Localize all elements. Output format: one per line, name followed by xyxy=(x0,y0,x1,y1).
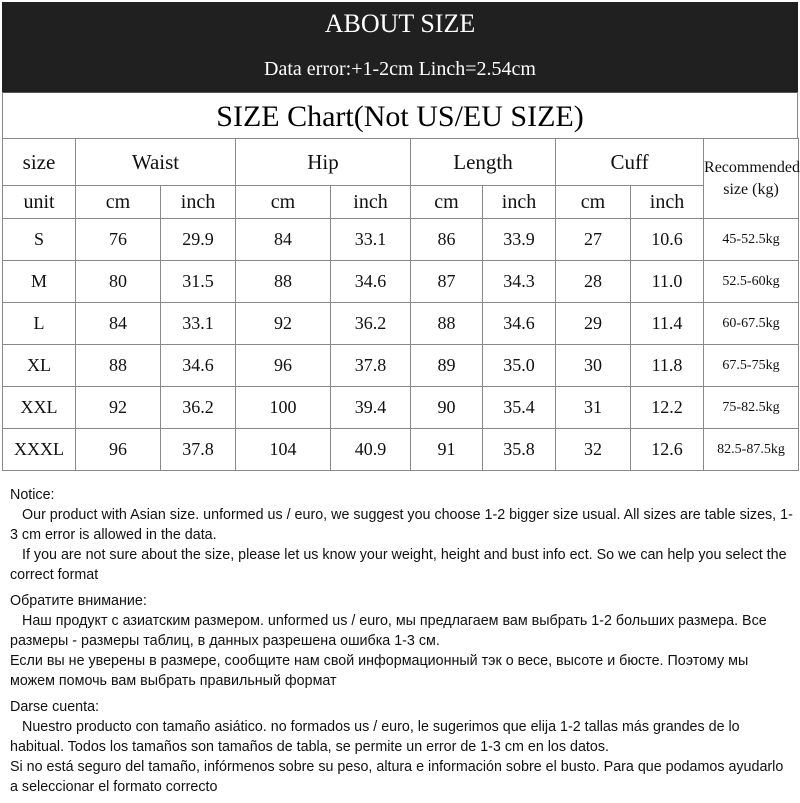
measure-cell: 29.9 xyxy=(161,219,236,261)
unit-inch: inch xyxy=(483,186,556,219)
measure-cell: 96 xyxy=(236,345,331,387)
measure-cell: 84 xyxy=(76,303,161,345)
table-row xyxy=(3,387,799,429)
measure-cell: 11.0 xyxy=(631,261,704,303)
size-cell: XXXL xyxy=(3,429,76,471)
notice-es-2: Si no está seguro del tamaño, infórmenos sobre su peso, altura e información sobre el busto. Para que podamos ayudarlo a seleccionar el formato correcto xyxy=(10,759,784,795)
measure-cell: 89 xyxy=(411,345,483,387)
waist-header: Waist xyxy=(76,139,236,186)
size-table xyxy=(2,138,799,471)
weight-cell: 45-52.5kg xyxy=(704,219,799,261)
size-cell: XL xyxy=(3,345,76,387)
measure-cell: 34.6 xyxy=(331,261,411,303)
measure-cell: 10.6 xyxy=(631,219,704,261)
measure-cell: 87 xyxy=(411,261,483,303)
notice-ru-2: Если вы не уверены в размере, сообщите нам свой информационный тэк о весе, высоте и бюсте. Поэтому мы можем помочь вам выбрать правильный формат xyxy=(10,653,749,689)
measure-cell: 31 xyxy=(556,387,631,429)
size-header: size xyxy=(3,139,76,186)
size-cell: L xyxy=(3,303,76,345)
measure-cell: 31.5 xyxy=(161,261,236,303)
table-row xyxy=(3,429,799,471)
measure-cell: 88 xyxy=(411,303,483,345)
measure-cell: 76 xyxy=(76,219,161,261)
notice-es-1: Nuestro producto con tamaño asiático. no formados us / euro, le sugerimos que elija 1-2 tallas más grandes de lo habitual. Todos los tamaños son tamaños de tabla, se permite un error de 1-3 cm en los datos. xyxy=(10,719,740,755)
notice-en-1: Our product with Asian size. unformed us / euro, we suggest you choose 1-2 bigger size usual. All sizes are table sizes, 1-3 cm error is allowed in the data. xyxy=(10,507,793,543)
data-error-note: Data error:+1-2cm Linch=2.54cm xyxy=(2,46,798,93)
unit-cm: cm xyxy=(236,186,331,219)
measure-cell: 88 xyxy=(76,345,161,387)
measure-cell: 92 xyxy=(76,387,161,429)
measure-cell: 37.8 xyxy=(161,429,236,471)
measure-cell: 32 xyxy=(556,429,631,471)
measure-cell: 80 xyxy=(76,261,161,303)
notice-ru-1: Наш продукт с азиатским размером. unformed us / euro, мы предлагаем вам выбрать 1-2 больших размера. Все размеры - размеры таблиц, в данных разрешена ошибка 1-3 см. xyxy=(10,613,767,649)
notice-en-2: If you are not sure about the size, please let us know your weight, height and bust info ect. So we can help you select the correct format xyxy=(10,547,787,583)
notice-title: Notice: xyxy=(10,487,55,503)
size-cell: S xyxy=(3,219,76,261)
measure-cell: 88 xyxy=(236,261,331,303)
measure-cell: 33.1 xyxy=(161,303,236,345)
unit-cm: cm xyxy=(411,186,483,219)
measure-cell: 35.4 xyxy=(483,387,556,429)
unit-row xyxy=(3,186,799,219)
weight-cell: 82.5-87.5kg xyxy=(704,429,799,471)
measure-cell: 100 xyxy=(236,387,331,429)
measure-cell: 35.8 xyxy=(483,429,556,471)
notice-ru-title: Обратите внимание: xyxy=(10,593,147,609)
unit-cm: cm xyxy=(556,186,631,219)
size-cell: XXL xyxy=(3,387,76,429)
table-row xyxy=(3,219,799,261)
measure-cell: 35.0 xyxy=(483,345,556,387)
table-row xyxy=(3,261,799,303)
length-header: Length xyxy=(411,139,556,186)
weight-cell: 75-82.5kg xyxy=(704,387,799,429)
measure-cell: 27 xyxy=(556,219,631,261)
notes xyxy=(10,485,795,803)
measure-cell: 91 xyxy=(411,429,483,471)
measure-cell: 11.8 xyxy=(631,345,704,387)
measure-cell: 33.9 xyxy=(483,219,556,261)
measure-cell: 30 xyxy=(556,345,631,387)
measure-cell: 12.2 xyxy=(631,387,704,429)
measure-cell: 11.4 xyxy=(631,303,704,345)
table-row xyxy=(3,303,799,345)
measure-cell: 104 xyxy=(236,429,331,471)
measure-cell: 86 xyxy=(411,219,483,261)
size-cell: M xyxy=(3,261,76,303)
unit-inch: inch xyxy=(331,186,411,219)
measure-cell: 29 xyxy=(556,303,631,345)
weight-cell: 52.5-60kg xyxy=(704,261,799,303)
measure-cell: 39.4 xyxy=(331,387,411,429)
measure-cell: 37.8 xyxy=(331,345,411,387)
measure-cell: 36.2 xyxy=(161,387,236,429)
measure-cell: 28 xyxy=(556,261,631,303)
header-row xyxy=(3,139,799,186)
chart-title: SIZE Chart(Not US/EU SIZE) xyxy=(2,92,798,138)
measure-cell: 92 xyxy=(236,303,331,345)
measure-cell: 33.1 xyxy=(331,219,411,261)
recommended-header: Recommended size (kg) xyxy=(704,139,799,219)
measure-cell: 34.6 xyxy=(161,345,236,387)
unit-header: unit xyxy=(3,186,76,219)
measure-cell: 12.6 xyxy=(631,429,704,471)
measure-cell: 34.3 xyxy=(483,261,556,303)
unit-inch: inch xyxy=(631,186,704,219)
unit-inch: inch xyxy=(161,186,236,219)
measure-cell: 34.6 xyxy=(483,303,556,345)
unit-cm: cm xyxy=(76,186,161,219)
weight-cell: 67.5-75kg xyxy=(704,345,799,387)
measure-cell: 40.9 xyxy=(331,429,411,471)
measure-cell: 96 xyxy=(76,429,161,471)
page-title: ABOUT SIZE xyxy=(2,2,798,47)
measure-cell: 90 xyxy=(411,387,483,429)
table-row xyxy=(3,345,799,387)
measure-cell: 84 xyxy=(236,219,331,261)
cuff-header: Cuff xyxy=(556,139,704,186)
notice-es-title: Darse cuenta: xyxy=(10,699,100,715)
hip-header: Hip xyxy=(236,139,411,186)
measure-cell: 36.2 xyxy=(331,303,411,345)
weight-cell: 60-67.5kg xyxy=(704,303,799,345)
